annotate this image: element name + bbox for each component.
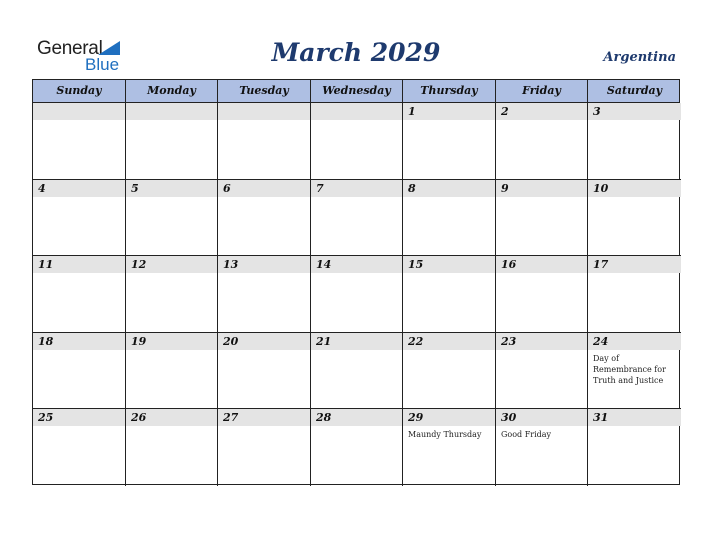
day-number: 6	[223, 181, 231, 195]
day-cell	[588, 333, 681, 410]
day-cell	[126, 256, 218, 333]
weekday-saturday: Saturday	[606, 84, 663, 97]
day-cell	[403, 180, 496, 257]
day-number-band	[403, 180, 495, 197]
day-number-band	[33, 103, 125, 120]
day-number-band	[218, 180, 310, 197]
weekday-wednesday: Wednesday	[311, 80, 403, 102]
day-cell	[311, 256, 403, 333]
day-cell	[588, 409, 681, 486]
day-cell	[311, 103, 403, 180]
day-number: 4	[38, 181, 46, 195]
day-cell	[311, 180, 403, 257]
day-number: 5	[131, 181, 139, 195]
calendar-title: March 2029	[271, 38, 441, 67]
day-number: 23	[501, 334, 517, 348]
day-number: 14	[316, 258, 332, 272]
logo-general-text: General	[37, 38, 103, 59]
holiday-label: Day of Remembrance for Truth and Justice	[593, 353, 666, 385]
day-cell	[496, 103, 588, 180]
holiday-label: Good Friday	[501, 430, 552, 440]
day-cell	[496, 333, 588, 410]
country-label: Argentina	[603, 50, 676, 65]
day-number: 29	[408, 411, 424, 425]
day-number: 21	[316, 334, 332, 348]
day-number: 25	[38, 411, 54, 425]
day-cell	[403, 103, 496, 180]
weekday-thursday: Thursday	[403, 80, 496, 102]
day-number: 12	[131, 258, 147, 272]
day-cell	[218, 103, 311, 180]
day-number: 28	[316, 411, 332, 425]
day-cell	[126, 333, 218, 410]
day-number-band	[126, 180, 217, 197]
day-number: 11	[38, 258, 54, 272]
day-cell	[218, 256, 311, 333]
day-number: 1	[408, 105, 416, 118]
day-number-band	[311, 180, 402, 197]
weekday-sunday: Sunday	[33, 80, 126, 102]
day-cell	[126, 103, 218, 180]
day-cell	[126, 180, 218, 257]
day-number: 2	[501, 105, 509, 118]
day-number: 24	[593, 334, 609, 348]
day-number: 7	[316, 181, 324, 195]
day-cell	[588, 103, 681, 180]
day-cell	[33, 103, 126, 180]
day-cell	[33, 180, 126, 257]
weekday-monday: Monday	[126, 80, 218, 102]
day-cell	[496, 256, 588, 333]
calendar-grid	[32, 79, 680, 485]
day-number-band	[588, 103, 681, 120]
day-cell	[126, 409, 218, 486]
day-cell	[588, 256, 681, 333]
day-cell	[218, 180, 311, 257]
day-number-band	[403, 103, 495, 120]
day-number-band	[33, 180, 125, 197]
day-number-band	[496, 103, 587, 120]
day-number: 16	[501, 258, 517, 272]
day-cell	[403, 256, 496, 333]
weekday-header-row	[33, 80, 679, 103]
day-number: 18	[38, 334, 54, 348]
day-cell	[403, 409, 496, 486]
day-number: 22	[408, 334, 424, 348]
day-cell	[33, 409, 126, 486]
day-number: 17	[593, 258, 609, 272]
day-number-band	[126, 103, 217, 120]
day-cell	[33, 333, 126, 410]
day-cell	[311, 333, 403, 410]
logo-blue-text: Blue	[85, 55, 120, 74]
day-number: 20	[223, 334, 239, 348]
day-number: 13	[223, 258, 239, 272]
day-number: 10	[593, 181, 609, 195]
day-number-band	[496, 180, 587, 197]
day-cell	[33, 256, 126, 333]
day-number: 19	[131, 334, 147, 348]
day-cell	[311, 409, 403, 486]
holiday-label: Maundy Thursday	[408, 430, 482, 440]
day-number: 3	[593, 105, 601, 118]
day-number: 15	[408, 258, 424, 272]
day-cell	[588, 180, 681, 257]
day-number: 9	[501, 181, 509, 195]
day-number: 27	[223, 411, 239, 425]
day-cell	[496, 409, 588, 486]
day-cell	[403, 333, 496, 410]
weekday-tuesday: Tuesday	[218, 80, 311, 102]
day-number-band	[311, 103, 402, 120]
weekday-friday: Friday	[496, 80, 588, 102]
day-cell	[218, 333, 311, 410]
day-number: 8	[408, 181, 416, 195]
day-cell	[218, 409, 311, 486]
day-number: 26	[131, 411, 147, 425]
day-number: 30	[501, 411, 517, 425]
day-number: 31	[593, 411, 609, 425]
day-number-band	[218, 103, 310, 120]
day-cell	[496, 180, 588, 257]
